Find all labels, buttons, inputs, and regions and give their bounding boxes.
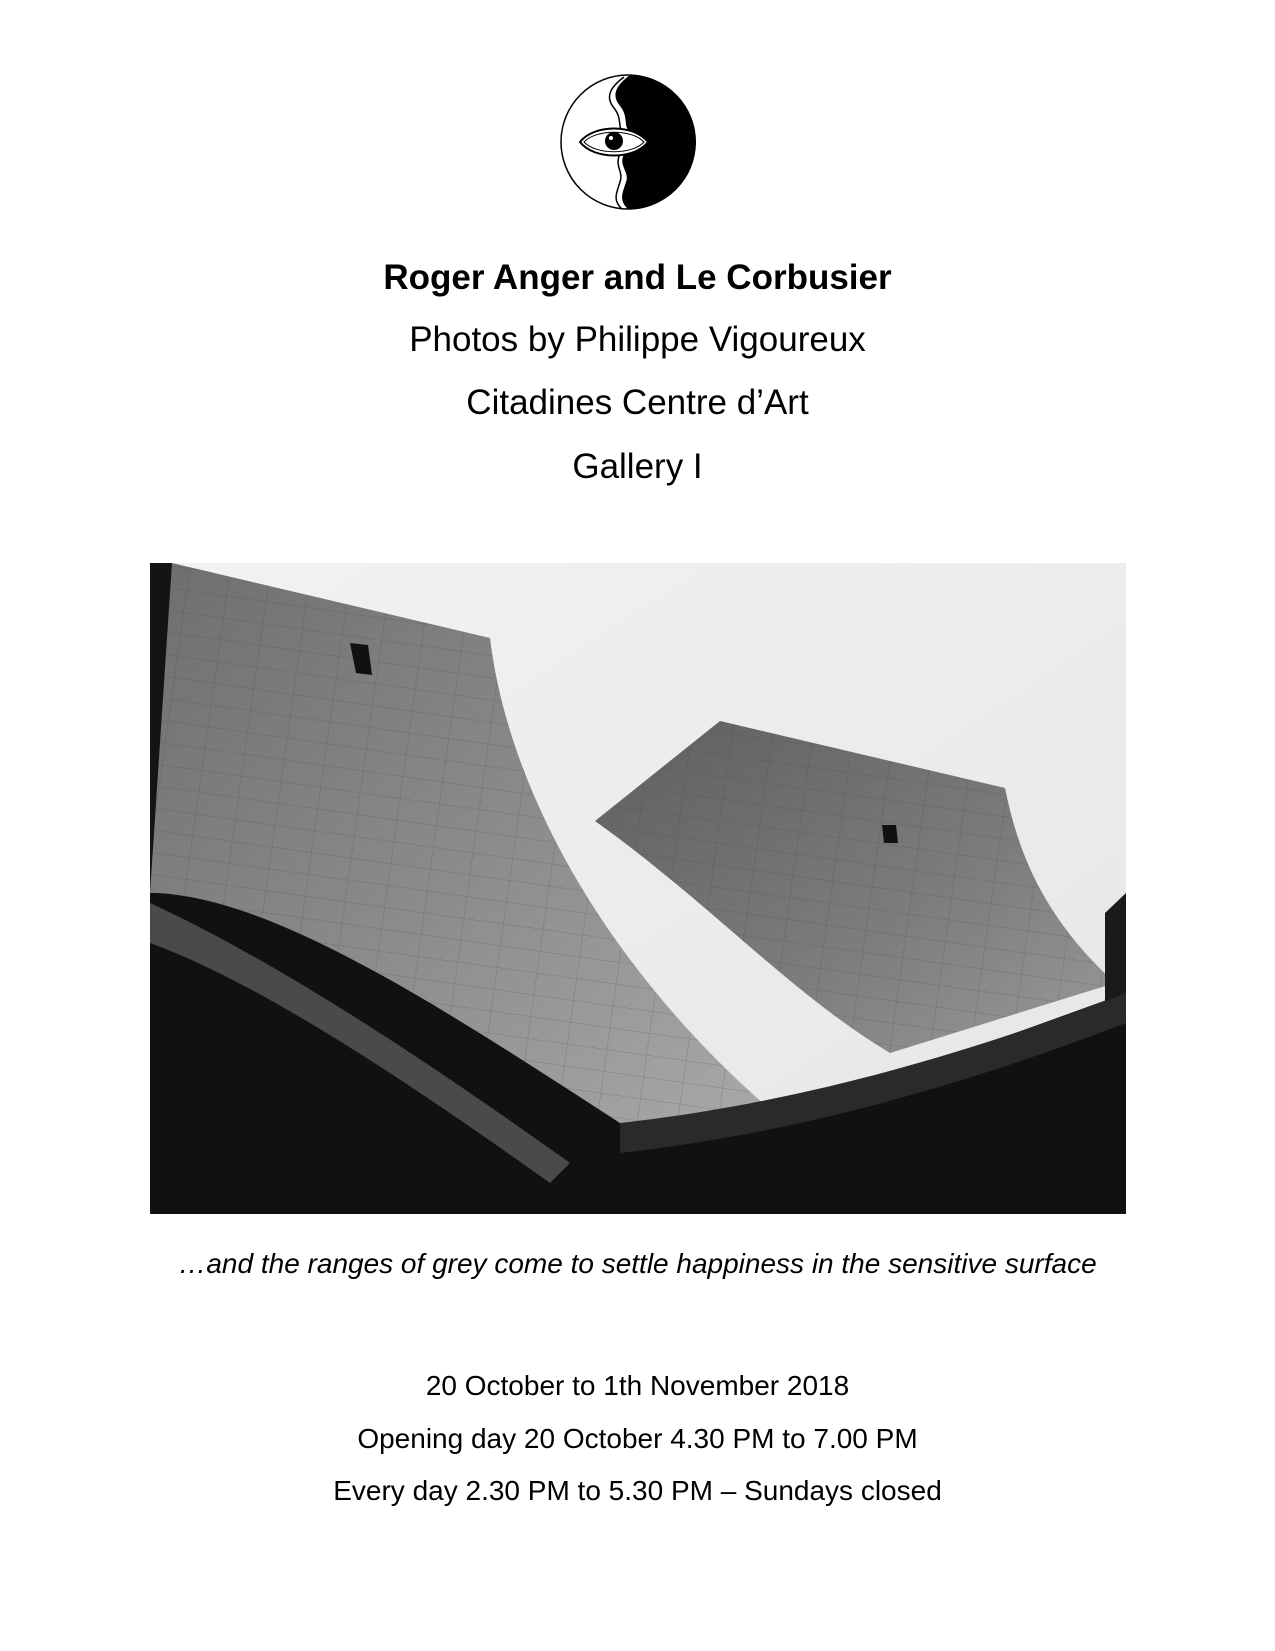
- photo-caption: …and the ranges of grey come to settle happiness in the sensitive surface: [178, 1248, 1097, 1279]
- gallery-name: Gallery I: [572, 447, 703, 486]
- regular-hours: Every day 2.30 PM to 5.30 PM – Sundays closed: [333, 1475, 942, 1506]
- exhibition-title: Roger Anger and Le Corbusier: [383, 258, 892, 297]
- venue-name: Citadines Centre d’Art: [466, 383, 809, 422]
- architecture-photo: [150, 563, 1126, 1214]
- photographer-credit: Photos by Philippe Vigoureux: [409, 320, 866, 359]
- opening-day-hours: Opening day 20 October 4.30 PM to 7.00 PM: [357, 1423, 918, 1454]
- eye-face-logo-icon: [558, 72, 698, 212]
- exhibition-dates: 20 October to 1th November 2018: [425, 1370, 850, 1401]
